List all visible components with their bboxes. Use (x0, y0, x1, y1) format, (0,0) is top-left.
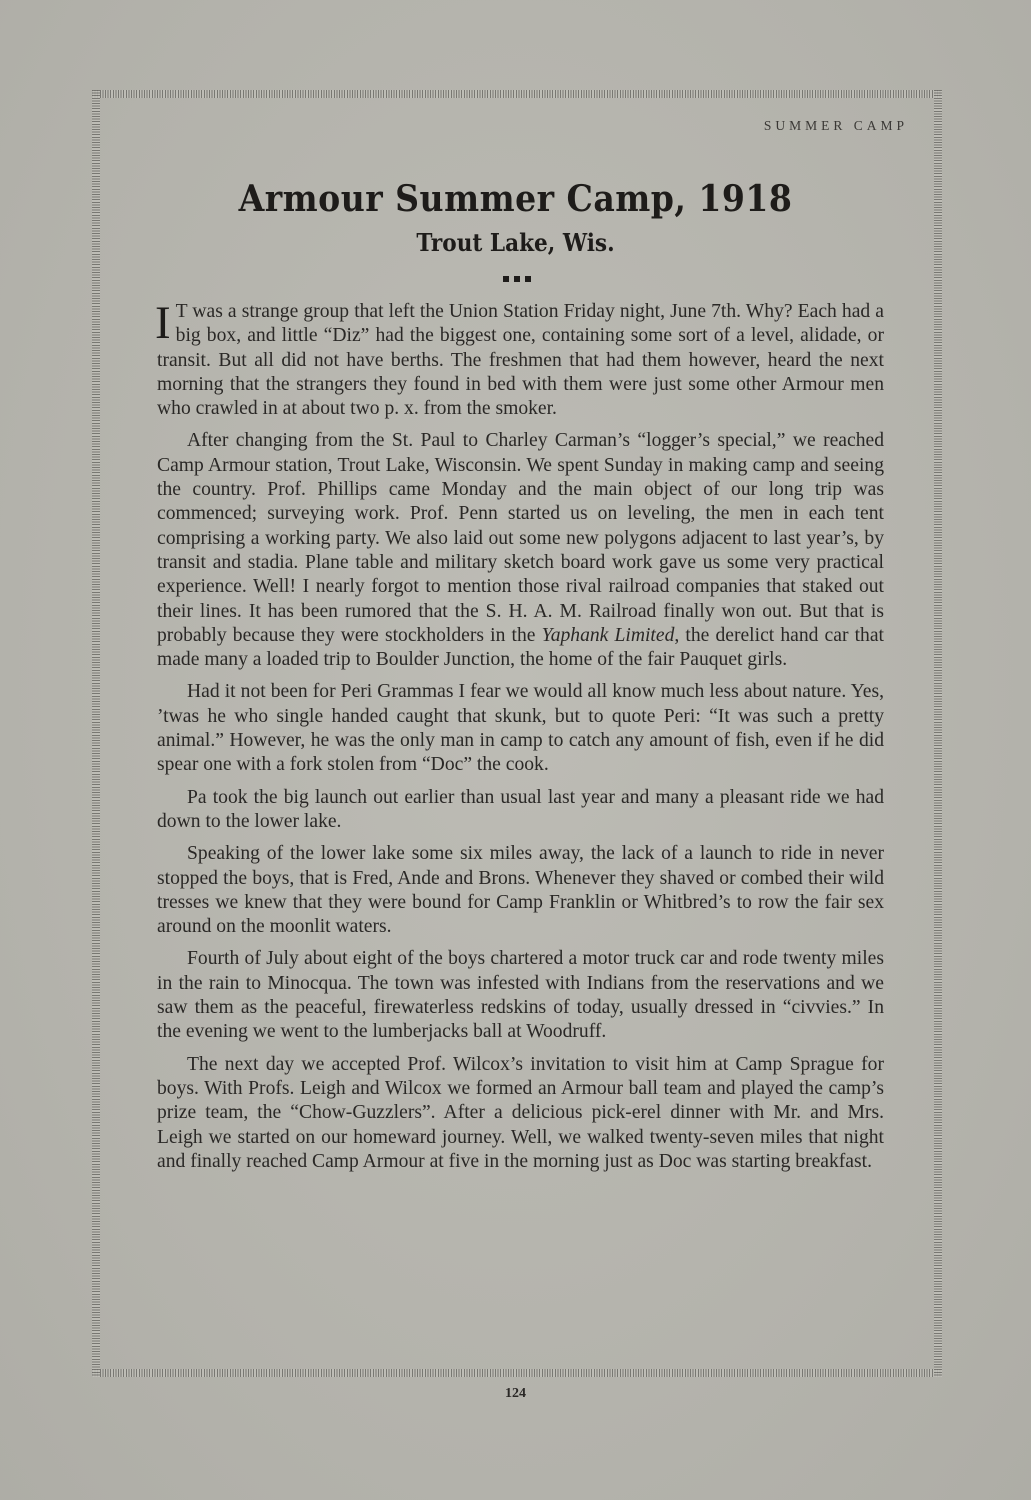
page-number: 124 (505, 1386, 526, 1401)
ornament-square (525, 276, 531, 282)
ornament-square (503, 276, 509, 282)
paragraph-4: Pa took the big launch out earlier than usual last year and many a pleasant ride we had down to the lower lake. (157, 786, 884, 832)
paragraph-7: The next day we accepted Prof. Wilcox’s invitation to visit him at Camp Sprague for boys. With Profs. Leigh and Wilcox we formed an Armour ball team and played the camp’s prize team, the “Chow-Guzzlers”. After a delicious pick-erel dinner with Mr. and Mrs. Leigh we started on our homeward journey. Well, we walked twenty-seven miles that night and finally reached Camp Armour at five in the morning just as Doc was starting breakfast. (157, 1053, 884, 1172)
border-rule-top (92, 90, 942, 98)
border-rule-right (934, 90, 942, 1377)
ornament-divider-icon (503, 276, 531, 282)
article-title: Armour Summer Camp, 1918 (238, 178, 793, 220)
paragraph-2-text-a: After changing from the St. Paul to Charley Carman’s “logger’s special,” we reached Camp Armour station, Trout Lake, Wisconsin. We spent Sunday in making camp and seeing the country. Prof. Phillips came Monday and the main object of our long trip was commenced; surveying work. Prof. Penn started us on leveling, the men in each tent comprising a working party. We also laid out some new polygons adjacent to last year’s, by transit and stadia. Plane table and military sketch board work gave us some very practical experience. Well! I nearly forgot to mention those rival railroad companies that staked out their lines. It has been rumored that the S. H. A. M. Railroad finally won out. But that is probably because they were stockholders in the (157, 430, 884, 646)
article-subtitle: Trout Lake, Wis. (416, 228, 615, 257)
paragraph-2 (157, 429, 884, 672)
paragraph-2-italic: Yaphank Limited (541, 624, 675, 646)
paragraph-1-text: T was a strange group that left the Union Station Friday night, June 7th. Why? Each had a big box, and little “Diz” had the biggest one, containing some sort of a level, alidade, or transit. But all did not have berths. The freshmen that had them however, heard the next morning that the strangers they found in bed with them were just some other Armour men who crawled in at about two p. x. from the smoker. (157, 301, 884, 420)
ornament-square (514, 276, 520, 282)
paragraph-1 (155, 297, 884, 421)
drop-cap: I (155, 297, 171, 349)
paragraph-6: Fourth of July about eight of the boys chartered a motor truck car and rode twenty miles in the rain to Minocqua. The town was infested with Indians from the reservations and we saw them as the peaceful, firewaterless redskins of today, usually dressed in “civvies.” In the evening we went to the lumberjacks ball at Woodruff. (157, 948, 884, 1043)
border-rule-left (92, 90, 100, 1377)
paragraph-3: Had it not been for Peri Grammas I fear we would all know much less about nature. Yes, ’twas he who single handed caught that skunk, but to quote Peri: “It was such a pretty animal.” However, he was the only man in camp to catch any amount of fish, even if he did spear one with a fork stolen from “Doc” the cook. (157, 681, 884, 776)
running-head: SUMMER CAMP (763, 118, 908, 133)
article-body (155, 297, 884, 1182)
border-rule-bottom (92, 1369, 942, 1377)
paragraph-2-text-b: , the derelict hand car that made many a loaded trip to Boulder Junction, the home of the fair Pauquet girls. (157, 624, 884, 671)
paragraph-5: Speaking of the lower lake some six miles away, the lack of a launch to ride in never stopped the boys, that is Fred, Ande and Brons. Whenever they shaved or combed their wild tresses we knew that they were bound for Camp Franklin or Whitbred’s to row the fair sex around on the moonlit waters. (157, 843, 884, 938)
